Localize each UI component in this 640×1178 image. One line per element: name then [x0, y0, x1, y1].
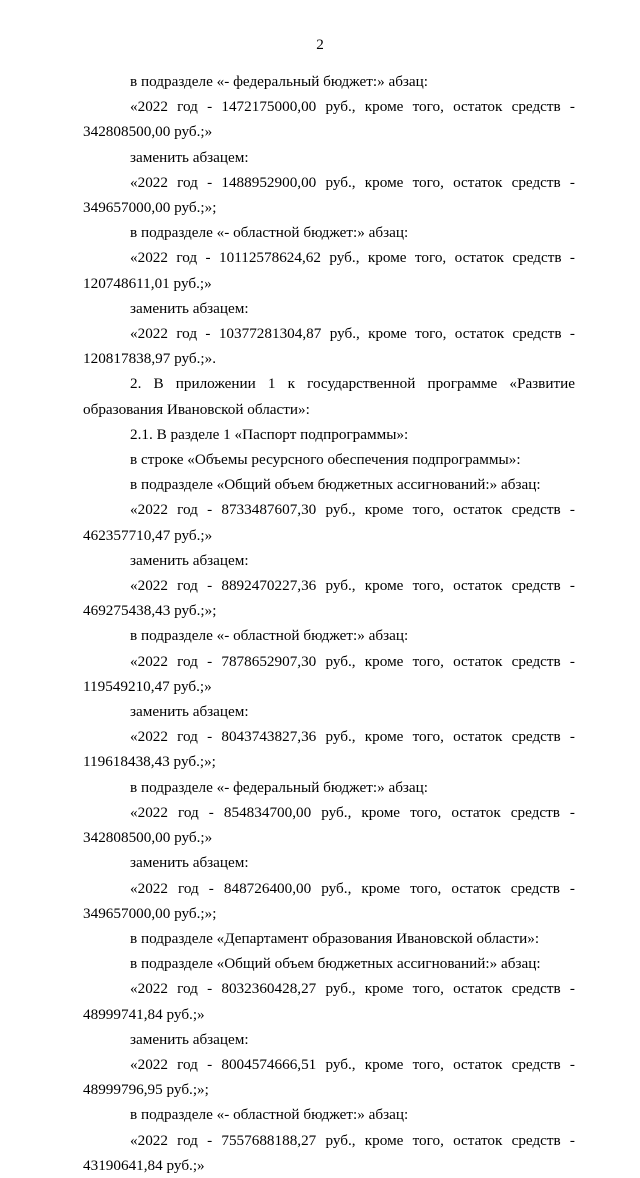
paragraph-continuation: 349657000,00 руб.;»;: [83, 199, 217, 217]
amount-paragraph: [83, 573, 575, 623]
paragraph-continuation: 119549210,47 руб.;»: [83, 677, 212, 695]
page-number: 2: [316, 36, 324, 53]
amount-paragraph: [83, 321, 575, 371]
amount-paragraph: [83, 245, 575, 295]
amount-paragraph: [83, 1128, 575, 1178]
paragraph: в подразделе «Общий объем бюджетных ассигнований:» абзац:: [130, 476, 541, 494]
amount-paragraph: [83, 976, 575, 1026]
paragraph-continuation: 342808500,00 руб.;»: [83, 123, 213, 141]
paragraph: в подразделе «- областной бюджет:» абзац:: [130, 627, 409, 645]
paragraph-line: «2022 год - 854834700,00 руб., кроме того, остаток средств -: [130, 803, 575, 821]
paragraph: заменить абзацем:: [130, 148, 249, 166]
paragraph: в подразделе «- федеральный бюджет:» абзац:: [130, 778, 429, 796]
paragraph-continuation: 120817838,97 руб.;».: [83, 350, 217, 368]
paragraph: заменить абзацем:: [130, 551, 249, 569]
paragraph-line: «2022 год - 8892470227,36 руб., кроме того, остаток средств -: [130, 577, 575, 595]
paragraph: заменить абзацем:: [130, 703, 249, 721]
paragraph-line: «2022 год - 7557688188,27 руб., кроме того, остаток средств -: [130, 1131, 575, 1149]
paragraph: в строке «Объемы ресурсного обеспечения подпрограммы»:: [130, 451, 521, 469]
paragraph-line: «2022 год - 1488952900,00 руб., кроме того, остаток средств -: [130, 173, 575, 191]
paragraph-continuation: 462357710,47 руб.;»: [83, 526, 213, 544]
paragraph-continuation: 120748611,01 руб.;»: [83, 274, 212, 292]
paragraph: заменить абзацем:: [130, 299, 249, 317]
paragraph-line: «2022 год - 848726400,00 руб., кроме того, остаток средств -: [130, 879, 575, 897]
amount-paragraph: [83, 1052, 575, 1102]
paragraph-line: «2022 год - 10112578624,62 руб., кроме того, остаток средств -: [130, 249, 575, 267]
paragraph: в подразделе «- областной бюджет:» абзац:: [130, 1106, 409, 1124]
paragraph-line: «2022 год - 8043743827,36 руб., кроме того, остаток средств -: [130, 728, 575, 746]
paragraph-continuation: 119618438,43 руб.;»;: [83, 753, 216, 771]
paragraph-continuation: 43190641,84 руб.;»: [83, 1156, 205, 1174]
paragraph-line: «2022 год - 7878652907,30 руб., кроме того, остаток средств -: [130, 652, 575, 670]
paragraph-line: «2022 год - 8733487607,30 руб., кроме того, остаток средств -: [130, 501, 575, 519]
amount-paragraph: [83, 876, 575, 926]
amount-paragraph: [83, 371, 575, 421]
paragraph: в подразделе «Общий объем бюджетных ассигнований:» абзац:: [130, 955, 541, 973]
paragraph-line: «2022 год - 8004574666,51 руб., кроме того, остаток средств -: [130, 1055, 575, 1073]
paragraph: в подразделе «Департамент образования Ивановской области»:: [130, 929, 540, 947]
amount-paragraph: [83, 497, 575, 547]
paragraph-continuation: 48999741,84 руб.;»: [83, 1005, 205, 1023]
paragraph-line: «2022 год - 10377281304,87 руб., кроме того, остаток средств -: [130, 325, 575, 343]
amount-paragraph: [83, 649, 575, 699]
amount-paragraph: [83, 724, 575, 774]
paragraph-continuation: 48999796,95 руб.;»;: [83, 1081, 209, 1099]
paragraph-line: 2. В приложении 1 к государственной программе «Развитие: [130, 375, 575, 393]
paragraph-continuation: 349657000,00 руб.;»;: [83, 904, 217, 922]
paragraph-continuation: 342808500,00 руб.;»: [83, 829, 213, 847]
amount-paragraph: [83, 800, 575, 850]
amount-paragraph: [83, 94, 575, 144]
paragraph: в подразделе «- федеральный бюджет:» абзац:: [130, 73, 429, 90]
paragraph-continuation: 469275438,43 руб.;»;: [83, 602, 217, 620]
amount-paragraph: [83, 170, 575, 220]
paragraph: заменить абзацем:: [130, 1030, 249, 1048]
paragraph-line: «2022 год - 8032360428,27 руб., кроме того, остаток средств -: [130, 980, 575, 998]
paragraph-line: «2022 год - 1472175000,00 руб., кроме того, остаток средств -: [130, 98, 575, 116]
document-body: [83, 69, 575, 1178]
paragraph: в подразделе «- областной бюджет:» абзац:: [130, 224, 409, 242]
paragraph: заменить абзацем:: [130, 854, 249, 872]
paragraph-continuation: образования Ивановской области»:: [83, 400, 310, 418]
paragraph: 2.1. В разделе 1 «Паспорт подпрограммы»:: [130, 425, 409, 443]
